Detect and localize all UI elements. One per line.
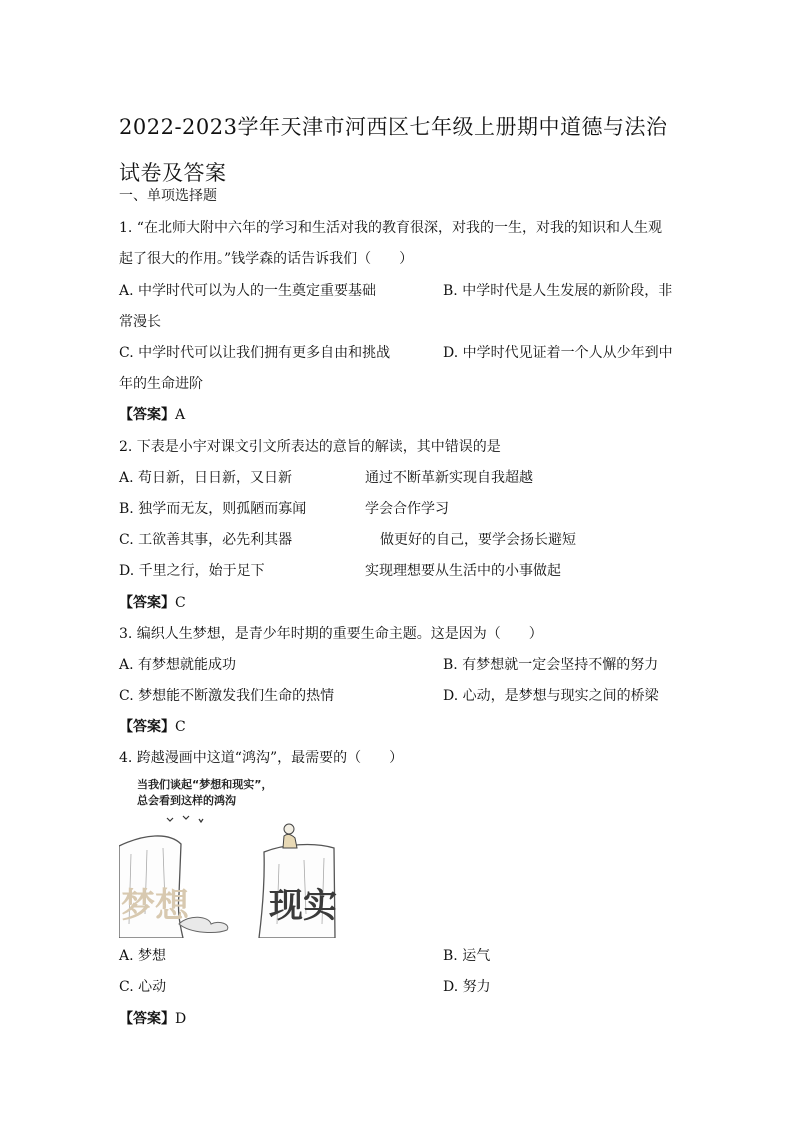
q3-option-d: D. 心动，是梦想与现实之间的桥梁 — [443, 688, 659, 704]
q4-option-a: A. 梦想 — [119, 948, 167, 964]
q3-option-a: A. 有梦想就能成功 — [119, 657, 237, 673]
q1-stem-line2: 起了很大的作用。”钱学森的话告诉我们（ ） — [119, 251, 414, 267]
q2-row-b-quote: B. 独学而无友，则孤陋而寡闻 — [119, 501, 307, 517]
q1-option-d-cont: 年的生命进阶 — [119, 376, 203, 392]
answer-value: A — [175, 407, 186, 423]
comic-word-dream: 梦想 — [121, 886, 189, 926]
answer-label: 【答案】 — [119, 407, 175, 423]
answer-value: C — [175, 719, 186, 735]
comic-caption-line2: 总会看到这样的鸿沟 — [137, 794, 236, 807]
q1-option-b-cont: 常漫长 — [119, 314, 161, 330]
answer-label: 【答案】 — [119, 595, 175, 611]
q1-option-b: B. 中学时代是人生发展的新阶段，非 — [443, 283, 673, 299]
q1-option-c: C. 中学时代可以让我们拥有更多自由和挑战 — [119, 345, 391, 361]
q1-answer — [119, 404, 185, 424]
q1-stem-line1: 1. “在北师大附中六年的学习和生活对我的教育很深，对我的一生，对我的知识和人生观 — [119, 220, 662, 236]
q4-stem: 4. 跨越漫画中这道“鸿沟”，最需要的（ ） — [119, 750, 404, 766]
comic-image — [119, 774, 339, 938]
q4-answer — [119, 1008, 186, 1028]
q4-option-c: C. 心动 — [119, 979, 167, 995]
answer-value: D — [175, 1011, 187, 1027]
q1-option-d: D. 中学时代见证着一个人从少年到中 — [443, 345, 673, 361]
section-heading: 一、单项选择题 — [119, 188, 217, 204]
answer-value: C — [175, 595, 186, 611]
page-title: 2022-2023学年天津市河西区七年级上册期中道德与法治试卷及答案 — [119, 115, 668, 185]
q4-option-b: B. 运气 — [443, 948, 491, 964]
answer-label: 【答案】 — [119, 719, 175, 735]
q2-row-b-meaning: 学会合作学习 — [365, 501, 449, 517]
q2-row-c-meaning: 做更好的自己，要学会扬长避短 — [380, 532, 576, 548]
comic-word-reality: 现实 — [269, 886, 337, 926]
q3-option-b: B. 有梦想就一定会坚持不懈的努力 — [443, 657, 659, 673]
answer-label: 【答案】 — [119, 1011, 175, 1027]
q2-row-d-quote: D. 千里之行，始于足下 — [119, 563, 265, 579]
q2-row-c-quote: C. 工欲善其事，必先利其器 — [119, 532, 293, 548]
q4-option-d: D. 努力 — [443, 979, 491, 995]
q3-stem: 3. 编织人生梦想，是青少年时期的重要生命主题。这是因为（ ） — [119, 626, 543, 642]
comic-caption-line1: 当我们谈起“梦想和现实”， — [137, 778, 273, 791]
q3-answer — [119, 716, 186, 736]
q2-row-a-quote: A. 苟日新，日日新，又日新 — [119, 470, 293, 486]
q2-row-a-meaning: 通过不断革新实现自我超越 — [365, 470, 533, 486]
q1-option-a: A. 中学时代可以为人的一生奠定重要基础 — [119, 283, 377, 299]
q2-row-d-meaning: 实现理想要从生活中的小事做起 — [365, 563, 561, 579]
q2-answer — [119, 592, 186, 612]
q2-stem: 2. 下表是小宇对课文引文所表达的意旨的解读，其中错误的是 — [119, 439, 501, 455]
q3-option-c: C. 梦想能不断激发我们生命的热情 — [119, 688, 335, 704]
